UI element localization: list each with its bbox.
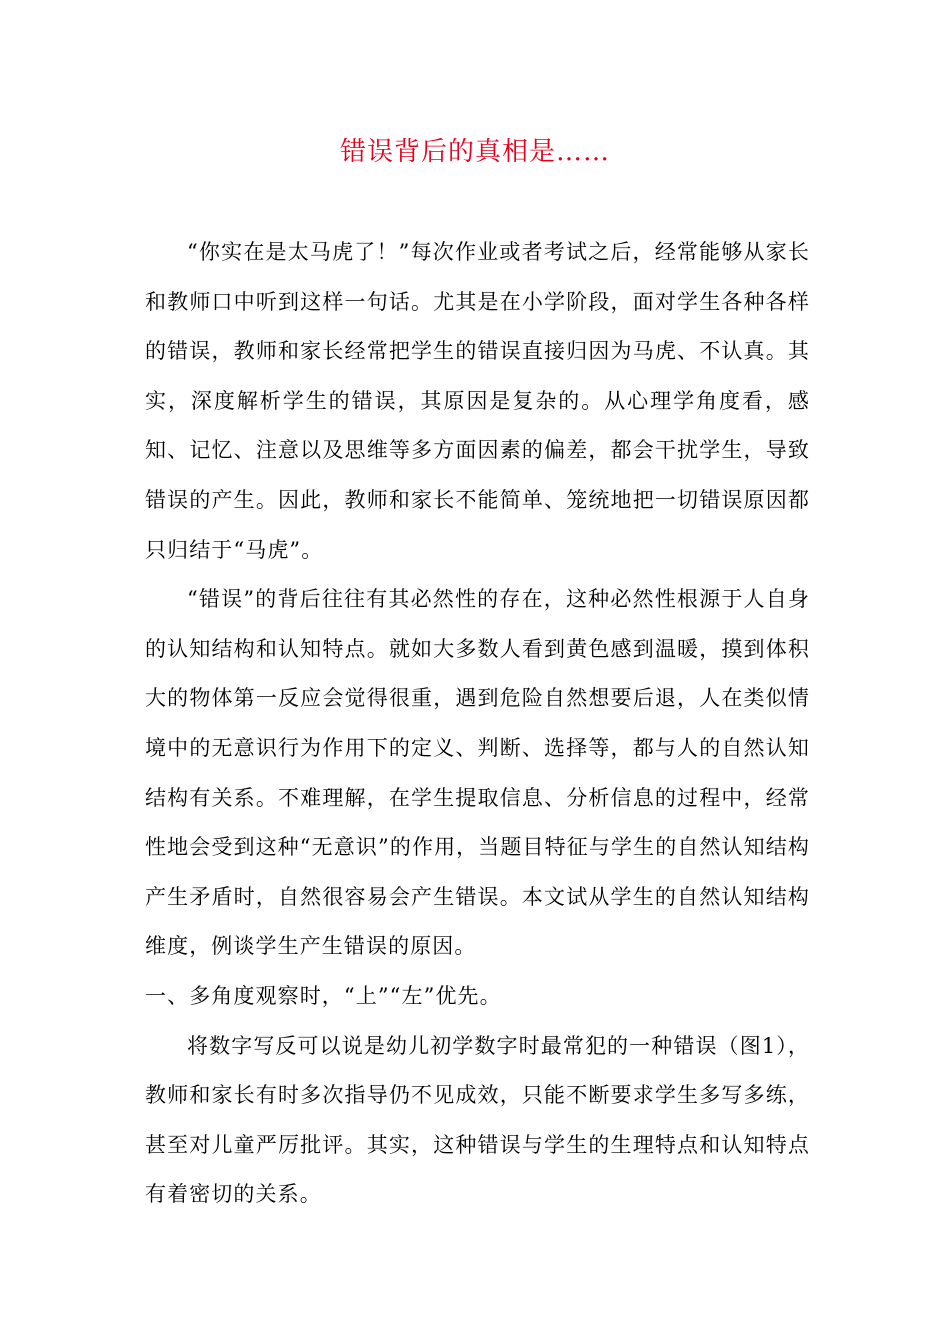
document-title: 错误背后的真相是…… <box>339 137 610 167</box>
paragraph-1: “你实在是太马虎了！”每次作业或者考试之后，经常能够从家长和教师口中听到这样一句话。尤其是在小学阶段，面对学生各种各样的错误，教师和家长经常把学生的错误直接归因为马虎、不认真。其实，深度解析学生的错误，其原因是复杂的。从心理学角度看，感知、记忆、注意以及思维等多方面因素的偏差，都会干扰学生，导致错误的产生。因此，教师和家长不能简单、笼统地把一切错误原因都只归结于“马虎”。 <box>145 240 810 562</box>
section-heading-1: 一、多角度观察时，“上”“左”优先。 <box>145 983 502 1008</box>
document-body <box>145 228 810 1220</box>
paragraph-2: “错误”的背后往往有其必然性的存在，这种必然性根源于人自身的认知结构和认知特点。就如大多数人看到黄色感到温暖，摸到体积大的物体第一反应会觉得很重，遇到危险自然想要后退，人在类似情境中的无意识行为作用下的定义、判断、选择等，都与人的自然认知结构有关系。不难理解，在学生提取信息、分析信息的过程中，经常性地会受到这种“无意识”的作用，当题目特征与学生的自然认知结构产生矛盾时，自然很容易会产生错误。本文试从学生的自然认知结构维度，例谈学生产生错误的原因。 <box>145 587 810 959</box>
paragraph-3: 将数字写反可以说是幼儿初学数字时最常犯的一种错误（图1），教师和家长有时多次指导仍不见成效，只能不断要求学生多写多练，甚至对儿童严厉批评。其实，这种错误与学生的生理特点和认知特点有着密切的关系。 <box>145 1033 810 1207</box>
